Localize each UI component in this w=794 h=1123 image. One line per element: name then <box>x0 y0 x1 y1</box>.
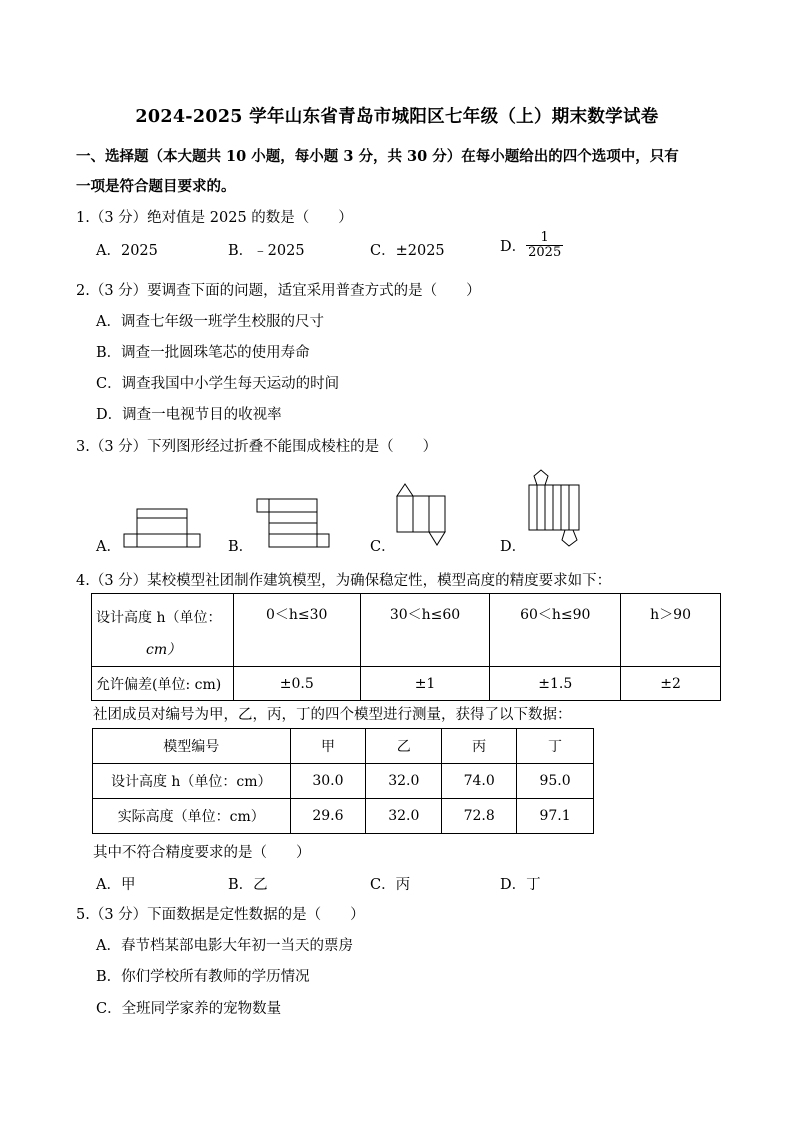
table-cell: ±1.5 <box>490 667 621 701</box>
q4-question: 其中不符合精度要求的是（ ） <box>93 845 311 861</box>
q2-option-d: D．调查一电视节目的收视率 <box>96 407 282 423</box>
table-row <box>93 764 594 799</box>
page-title: 2024-2025 学年山东省青岛市城阳区七年级（上）期末数学试卷 <box>135 107 659 127</box>
table-cell: ±1 <box>360 667 490 701</box>
table-cell: 丁 <box>517 729 594 764</box>
table-cell: 95.0 <box>517 764 594 799</box>
table-cell: 设计高度 h（单位：cm） <box>93 764 291 799</box>
q3-option-c: C． <box>370 539 396 555</box>
q3-option-d: D． <box>500 539 527 555</box>
question-3: 3.（3 分）下列图形经过折叠不能围成棱柱的是（ ） <box>76 439 438 455</box>
table-cell: 丙 <box>442 729 517 764</box>
design-height-unit: cm） <box>146 642 182 658</box>
table-row <box>93 729 594 764</box>
q1-option-d-label: D． <box>500 239 527 255</box>
table-cell: 30.0 <box>290 764 366 799</box>
question-5: 5.（3 分）下面数据是定性数据的是（ ） <box>76 907 365 923</box>
question-4: 4.（3 分）某校模型社团制作建筑模型，为确保稳定性，模型高度的精度要求如下： <box>76 573 612 589</box>
q4-option-c: C．丙 <box>370 877 411 893</box>
table-cell: 32.0 <box>366 764 442 799</box>
fraction-denominator: 2025 <box>528 245 562 260</box>
q4-option-d: D．丁 <box>500 877 541 893</box>
table-cell: 模型编号 <box>93 729 291 764</box>
table-cell: 允许偏差(单位: cm) <box>92 667 234 701</box>
q3-option-b: B． <box>228 539 254 555</box>
q4-option-a: A．甲 <box>96 877 136 893</box>
question-1: 1.（3 分）绝对值是 2025 的数是（ ） <box>76 210 353 226</box>
table-cell: 60＜h≤90 <box>490 594 621 667</box>
q5-option-c: C．全班同学家养的宠物数量 <box>96 1001 282 1017</box>
measurement-table <box>92 728 594 834</box>
table-cell: h＞90 <box>621 594 721 667</box>
table-cell: 97.1 <box>517 799 594 834</box>
q1-option-b: B．﹣2025 <box>228 243 305 259</box>
tolerance-table <box>91 593 721 701</box>
table-cell: 实际高度（单位：cm） <box>93 799 291 834</box>
q1-option-c: C．±2025 <box>370 243 445 259</box>
table-cell: 0＜h≤30 <box>233 594 360 667</box>
q2-option-c: C．调查我国中小学生每天运动的时间 <box>96 376 340 392</box>
question-2: 2.（3 分）要调查下面的问题，适宜采用普查方式的是（ ） <box>76 283 481 299</box>
table-row <box>93 799 594 834</box>
table-cell: 72.8 <box>442 799 517 834</box>
table-cell: 甲 <box>290 729 366 764</box>
q5-option-b: B．你们学校所有教师的学历情况 <box>96 969 310 985</box>
section-heading-cont: 一项是符合题目要求的。 <box>76 178 236 195</box>
table-cell: 32.0 <box>366 799 442 834</box>
table-cell <box>92 594 234 667</box>
q5-option-a: A．春节档某部电影大年初一当天的票房 <box>96 938 353 954</box>
q2-option-b: B．调查一批圆珠笔芯的使用寿命 <box>96 345 310 361</box>
table-row <box>92 667 721 701</box>
q3-option-a: A． <box>96 539 121 555</box>
section-heading: 一、选择题（本大题共 10 小题，每小题 3 分，共 30 分）在每小题给出的四个选项中，只有 <box>76 148 679 165</box>
table-cell: ±0.5 <box>233 667 360 701</box>
q4-intro: 社团成员对编号为甲，乙，丙，丁的四个模型进行测量，获得了以下数据： <box>93 707 572 723</box>
q4-option-b: B．乙 <box>228 877 268 893</box>
table-row <box>92 594 721 667</box>
fraction-numerator: 1 <box>526 231 563 246</box>
q2-option-a: A．调查七年级一班学生校服的尺寸 <box>96 314 324 330</box>
design-height-label: 设计高度 h（单位： <box>96 610 222 626</box>
table-cell: 29.6 <box>290 799 366 834</box>
table-cell: 30＜h≤60 <box>360 594 490 667</box>
table-cell: ±2 <box>621 667 721 701</box>
table-cell: 74.0 <box>442 764 517 799</box>
table-cell: 乙 <box>366 729 442 764</box>
q1-option-a: A．2025 <box>96 243 158 259</box>
